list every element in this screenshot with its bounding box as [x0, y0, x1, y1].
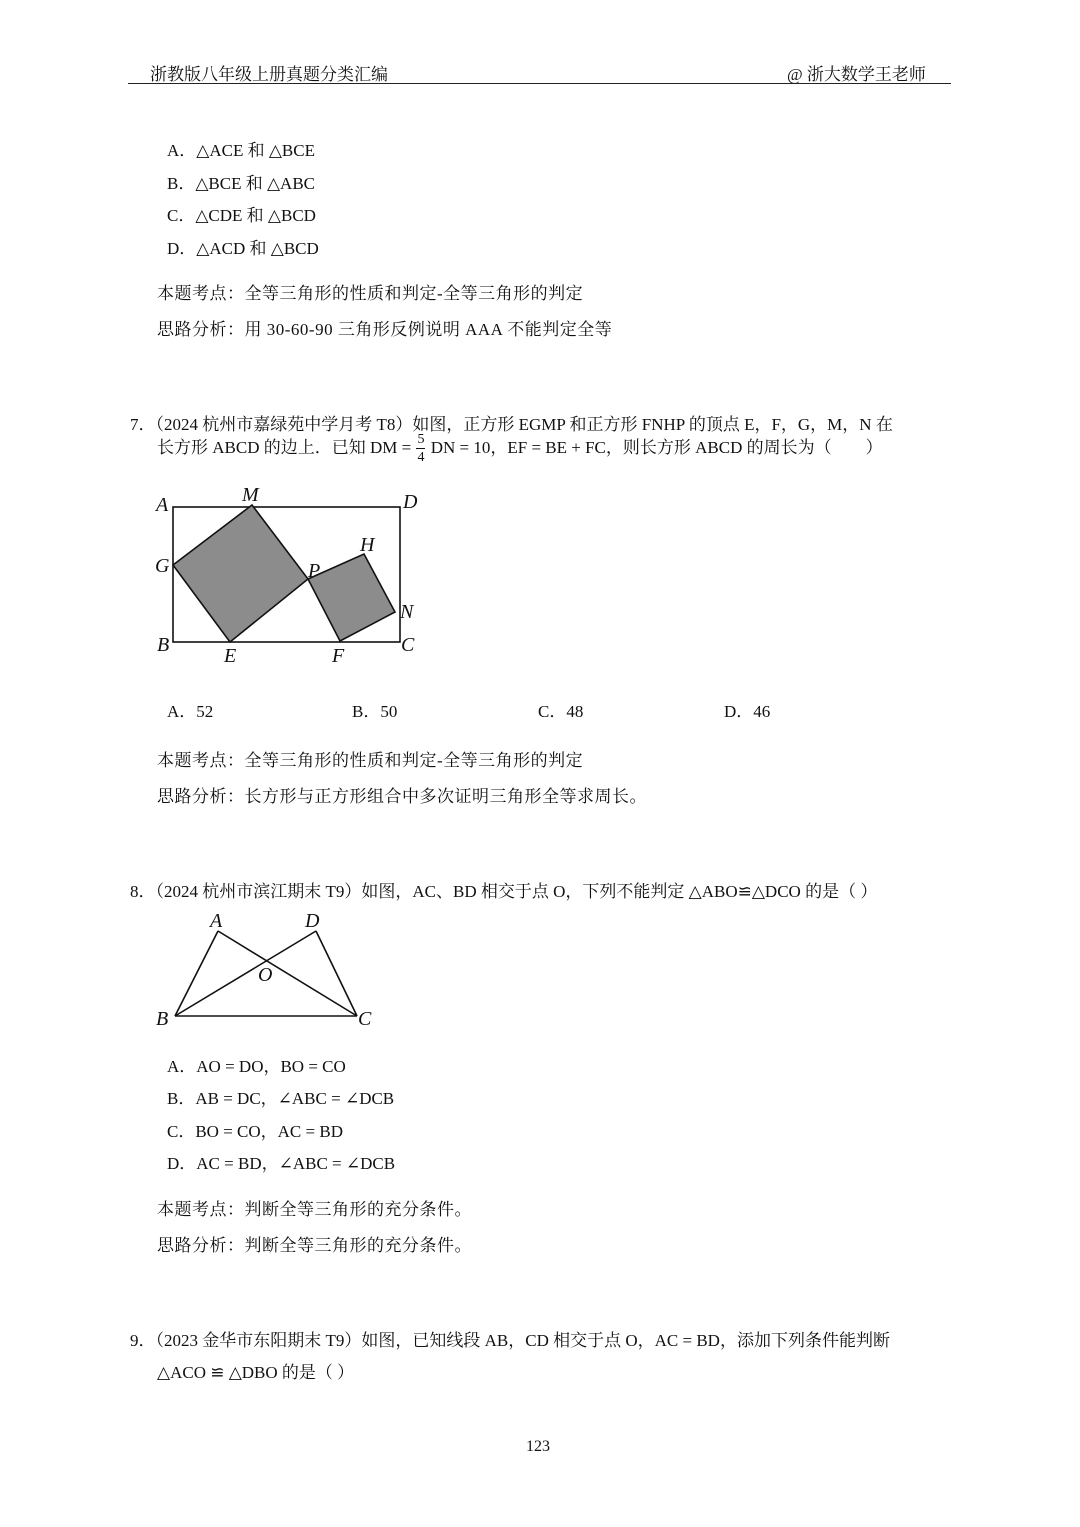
q8-option-a: A．AO = DO，BO = CO [167, 1057, 346, 1076]
q8-knowledge-point: 本题考点：判断全等三角形的充分条件。 [157, 1200, 472, 1219]
q9-stem-line2: △ACO ≌ △DBO 的是（ ） [157, 1363, 355, 1382]
q9-stem-line1: 9．（2023 金华市东阳期末 T9）如图，已知线段 AB，CD 相交于点 O，AC = BD，添加下列条件能判断 [130, 1331, 890, 1350]
page-number: 123 [526, 1438, 550, 1455]
q7-frac-num: 5 [417, 432, 425, 448]
q8-option-d: D．AC = BD，∠ABC = ∠DCB [167, 1154, 396, 1173]
header-divider [128, 83, 951, 84]
q7-stem-line2 [157, 433, 883, 465]
q7-stem-line1: 7．（2024 杭州市嘉绿苑中学月考 T8）如图，正方形 EGMP 和正方形 FNHP 的顶点 E，F，G，M，N 在 [130, 415, 893, 434]
q7-analysis: 思路分析：长方形与正方形组合中多次证明三角形全等求周长。 [157, 787, 647, 806]
q6-option-c: C．△CDE 和 △BCD [167, 206, 316, 225]
q7-figure [140, 475, 440, 675]
q8-analysis: 思路分析：判断全等三角形的充分条件。 [157, 1236, 472, 1255]
q7-option-b: B．50 [352, 702, 398, 721]
q7-stem-after: DN = 10，EF = BE + FC，则长方形 ABCD 的周长为（ ） [430, 438, 883, 457]
label-d: D [403, 491, 418, 513]
label-f: F [332, 645, 345, 667]
q7-stem-before: 长方形 ABCD 的边上．已知 DM = [157, 438, 412, 457]
label-p: P [308, 560, 321, 582]
q6-knowledge-point: 本题考点：全等三角形的性质和判定-全等三角形的判定 [157, 284, 584, 303]
q7-option-a: A．52 [167, 702, 214, 721]
label-n: N [400, 601, 414, 623]
label-b: B [157, 634, 170, 656]
label-a: A [156, 494, 169, 516]
q6-option-d: D．△ACD 和 △BCD [167, 239, 319, 258]
label-o: O [258, 964, 273, 986]
q6-analysis: 思路分析：用 30-60-90 三角形反例说明 AAA 不能判定全等 [157, 320, 613, 339]
label-a: A [210, 910, 223, 932]
header-author: @ 浙大数学王老师 [787, 65, 926, 84]
label-m: M [242, 484, 259, 506]
square-fnhp [308, 554, 395, 641]
q7-frac-den: 4 [417, 450, 425, 466]
q7-fraction [416, 433, 425, 465]
label-h: H [360, 534, 375, 556]
label-d: D [305, 910, 320, 932]
label-c: C [401, 634, 415, 656]
label-g: G [155, 555, 170, 577]
label-b: B [156, 1008, 169, 1030]
q7-knowledge-point: 本题考点：全等三角形的性质和判定-全等三角形的判定 [157, 751, 584, 770]
q8-figure [140, 905, 390, 1030]
header-title: 浙教版八年级上册真题分类汇编 [150, 65, 388, 84]
label-e: E [224, 645, 237, 667]
q8-option-c: C．BO = CO，AC = BD [167, 1122, 343, 1141]
q6-option-a: A．△ACE 和 △BCE [167, 141, 315, 160]
label-c: C [358, 1008, 372, 1030]
q6-option-b: B．△BCE 和 △ABC [167, 174, 316, 193]
square-egmp [173, 505, 308, 642]
q8-option-b: B．AB = DC，∠ABC = ∠DCB [167, 1089, 395, 1108]
q8-stem-line1: 8．（2024 杭州市滨江期末 T9）如图，AC、BD 相交于点 O，下列不能判定 △ABO≌△DCO 的是（ ） [130, 882, 878, 901]
q7-option-d: D．46 [724, 702, 771, 721]
q7-option-c: C．48 [538, 702, 584, 721]
